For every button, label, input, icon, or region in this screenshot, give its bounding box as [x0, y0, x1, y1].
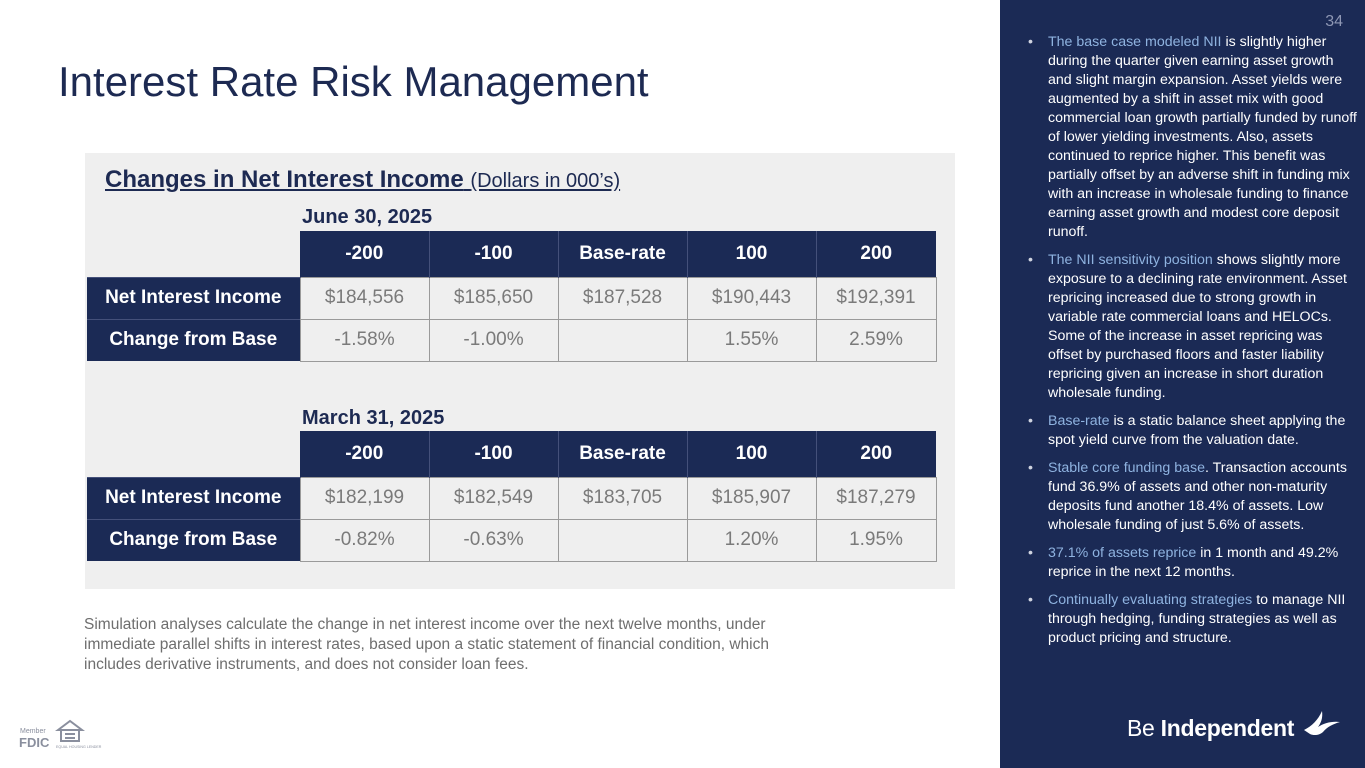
row-label: Net Interest Income [87, 277, 300, 319]
row-label: Change from Base [87, 519, 300, 561]
panel-heading [105, 166, 620, 194]
table-cell: $187,279 [816, 477, 936, 519]
bullet-item: • Continually evaluating strategies to manage NII through hedging, funding strategies as well as product pricing and structure. [1028, 592, 1346, 646]
equal-housing-text: EQUAL HOUSING LENDER [56, 745, 102, 749]
bullet-text: is a static balance sheet applying the spot yield curve from the valuation date. [1048, 413, 1346, 448]
column-header: 100 [687, 231, 816, 277]
table-cell: -0.82% [300, 519, 429, 561]
bullet-text: to manage NII through hedging, funding strategies as well as product pricing and structure. [1048, 592, 1346, 646]
table-row [87, 519, 936, 561]
column-header: 200 [816, 431, 936, 477]
bullet-text: is slightly higher during the quarter given earning asset growth and slight margin expansion. Asset yields were augmented by a shift in asset mix with good commercial loan growth partially funded by runoff of lower yielding investments. Also, assets continued to reprice higher. This benefit was partially offset by an adverse shift in funding mix with an increase in wholesale funding to finance earning asset growth and modest core deposit runoff. [1048, 34, 1357, 240]
table-cell: $183,705 [558, 477, 687, 519]
column-header: -100 [429, 231, 558, 277]
nii-panel [85, 153, 955, 589]
table-cell: $190,443 [687, 277, 816, 319]
bullet-highlight: Base-rate [1048, 413, 1110, 429]
column-header: 200 [816, 231, 936, 277]
bullet-item: • Base-rate is a static balance sheet applying the spot yield curve from the valuation date. [1028, 413, 1346, 448]
column-header: -100 [429, 431, 558, 477]
bullet-list [1028, 33, 1358, 657]
table-cell: $185,907 [687, 477, 816, 519]
table-cell [558, 519, 687, 561]
row-label: Change from Base [87, 319, 300, 361]
column-header: 100 [687, 431, 816, 477]
table-cell: -1.58% [300, 319, 429, 361]
table-corner [87, 431, 300, 477]
bullet-item: • 37.1% of assets reprice in 1 month and 49.2% reprice in the next 12 months. [1028, 545, 1339, 580]
brand-text [1127, 715, 1294, 742]
table-corner [87, 231, 300, 277]
table-cell: $184,556 [300, 277, 429, 319]
bullet-highlight: The base case modeled NII [1048, 34, 1222, 50]
table-cell: -0.63% [429, 519, 558, 561]
fdic-text: FDIC [19, 735, 50, 750]
panel-heading-title: Changes in Net Interest Income [105, 166, 464, 193]
table-cell: $185,650 [429, 277, 558, 319]
fdic-equal-housing-logo [18, 719, 102, 751]
bullet-item: • The NII sensitivity position shows slightly more exposure to a declining rate environment. Asset repricing increased due to strong growth in variable rate commercial loans and HELOCs. Some of the increase in asset repricing was offset by purchased floors and faster liability repricing given an increase in short duration wholesale funding. [1028, 252, 1347, 401]
brand-logo [1127, 708, 1352, 748]
table-row [87, 319, 936, 361]
table-header-row [87, 231, 936, 277]
table-cell: $182,199 [300, 477, 429, 519]
equal-housing-icon [58, 721, 82, 741]
table-row [87, 477, 936, 519]
table-cell: 2.59% [816, 319, 936, 361]
table-cell: -1.00% [429, 319, 558, 361]
page-number: 34 [1325, 13, 1343, 30]
nii-table-march [87, 431, 937, 562]
column-header: Base-rate [558, 231, 687, 277]
bullet-text: in 1 month and 49.2% reprice in the next 12 months. [1048, 545, 1339, 580]
bullet-text: . Transaction accounts fund 36.9% of assets and other non-maturity deposits fund another 18.4% of assets. Low wholesale funding of just 5.6% of assets. [1048, 460, 1347, 533]
bullet-highlight: Stable core funding base [1048, 460, 1205, 476]
bullet-item: • The base case modeled NII is slightly higher during the quarter given earning asset growth and slight margin expansion. Asset yields were augmented by a shift in asset mix with good commercial loan growth partially funded by runoff of lower yielding investments. Also, assets continued to reprice higher. This benefit was partially offset by an adverse shift in funding mix with an increase in wholesale funding to finance earning asset growth and modest core deposit runoff. [1028, 34, 1357, 240]
row-label: Net Interest Income [87, 477, 300, 519]
page-title: Interest Rate Risk Management [58, 58, 649, 105]
table-cell: 1.20% [687, 519, 816, 561]
sidebar [1000, 0, 1365, 768]
panel-heading-units: (Dollars in 000’s) [470, 170, 621, 192]
column-header: Base-rate [558, 431, 687, 477]
bullet-highlight: 37.1% of assets reprice [1048, 545, 1197, 561]
table-row [87, 277, 936, 319]
brand-word-be: Be [1127, 715, 1155, 741]
table-header-row [87, 431, 936, 477]
table-cell: $182,549 [429, 477, 558, 519]
fdic-member-text: Member [20, 728, 46, 735]
column-header: -200 [300, 231, 429, 277]
column-header: -200 [300, 431, 429, 477]
eagle-icon [1302, 708, 1342, 738]
table-date-june: June 30, 2025 [302, 206, 433, 228]
table-cell: $187,528 [558, 277, 687, 319]
nii-table-june [87, 231, 937, 362]
simulation-footnote: Simulation analyses calculate the change in net interest income over the next twelve months, under immediate parallel shifts in interest rates, based upon a static statement of financial condition, which includes derivative instruments, and does not consider loan fees. [84, 616, 769, 673]
brand-word-independent: Independent [1160, 715, 1295, 741]
table-cell: 1.95% [816, 519, 936, 561]
table-cell [558, 319, 687, 361]
bullet-text: shows slightly more exposure to a declining rate environment. Asset repricing increased due to strong growth in variable rate commercial loans and HELOCs. Some of the increase in asset repricing was offset by purchased floors and faster liability repricing given an increase in short duration wholesale funding. [1048, 252, 1347, 401]
table-cell: 1.55% [687, 319, 816, 361]
bullet-item: • Stable core funding base. Transaction accounts fund 36.9% of assets and other non-maturity deposits fund another 18.4% of assets. Low wholesale funding of just 5.6% of assets. [1028, 460, 1347, 533]
bullet-highlight: Continually evaluating strategies [1048, 592, 1253, 608]
bullet-highlight: The NII sensitivity position [1048, 252, 1213, 268]
table-date-march: March 31, 2025 [302, 407, 445, 429]
table-cell: $192,391 [816, 277, 936, 319]
